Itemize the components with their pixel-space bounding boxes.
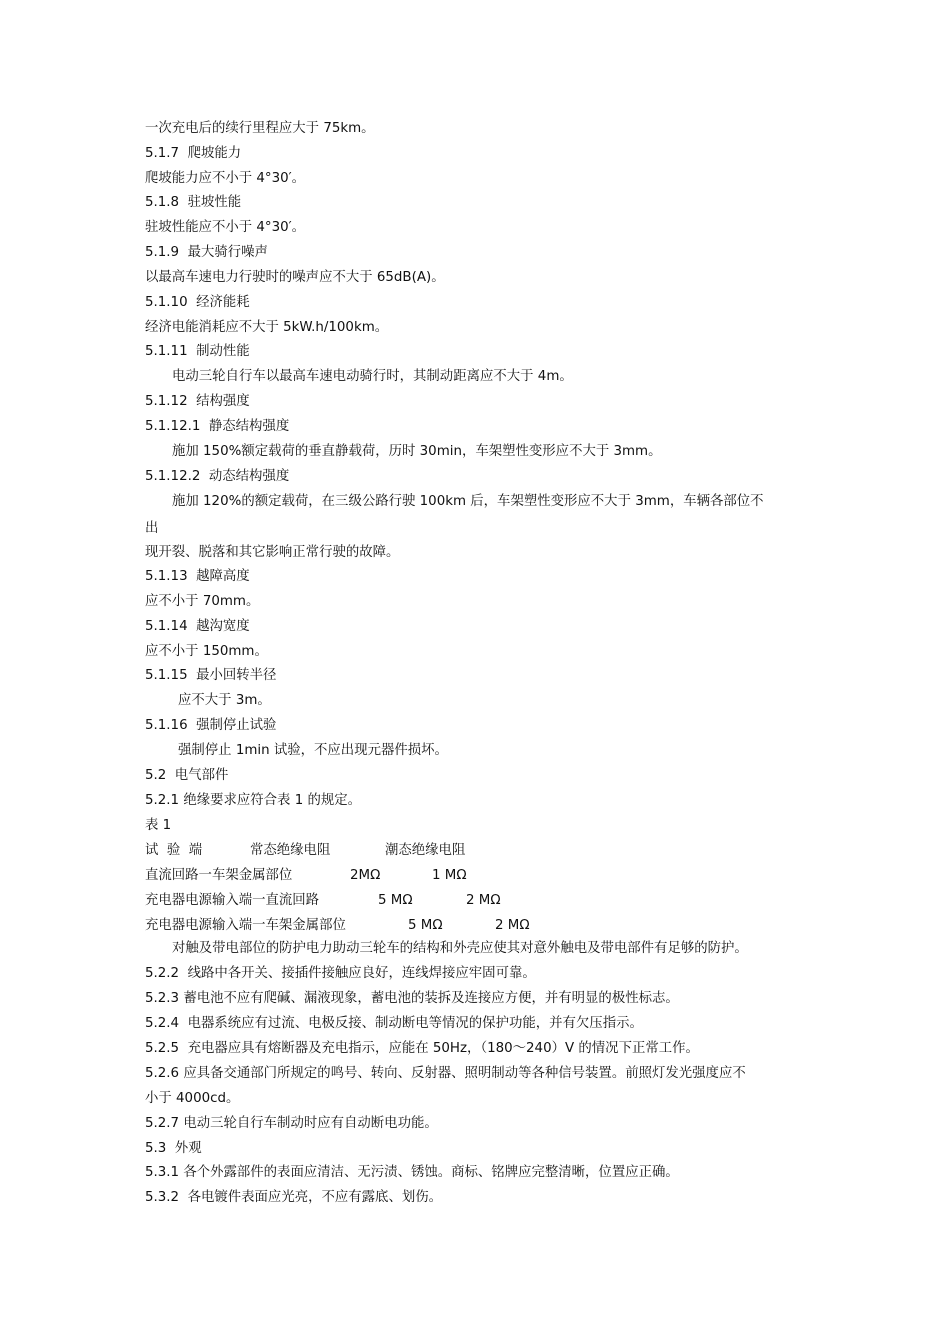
section-heading: 5.1.12 结构强度: [145, 394, 250, 409]
section-heading: 5.1.8 驻坡性能: [145, 195, 242, 210]
section-heading: 5.1.14 越沟宽度: [145, 619, 250, 634]
text-line: 施加 120%的额定载荷，在三级公路行驶 100km 后，车架塑性变形应不大于 3mm，车辆各部位不: [172, 494, 764, 509]
text-line: 5.2.7 电动三轮自行车制动时应有自动断电功能。: [145, 1116, 438, 1131]
text-line: 驻坡性能应不小于 4°30′。: [145, 220, 306, 235]
text-line: 强制停止 1min 试验，不应出现元器件损坏。: [178, 743, 448, 758]
section-heading: 5.1.7 爬坡能力: [145, 146, 242, 161]
text-line: 现开裂、脱落和其它影响正常行驶的故障。: [145, 545, 400, 560]
text-line: 小于 4000cd。: [145, 1091, 240, 1106]
section-heading: 5.1.12.2 动态结构强度: [145, 469, 290, 484]
table-cell: 5 MΩ: [378, 893, 413, 908]
table-cell: 2MΩ: [350, 868, 381, 883]
text-line: 电动三轮自行车以最高车速电动骑行时，其制动距离应不大于 4m。: [172, 369, 573, 384]
table-header-cell: 常态绝缘电阻: [250, 843, 331, 858]
text-line: 5.2.1 绝缘要求应符合表 1 的规定。: [145, 793, 362, 808]
section-heading: 5.2 电气部件: [145, 768, 229, 783]
section-heading: 5.1.15 最小回转半径: [145, 668, 277, 683]
text-line: 5.3.2 各电镀件表面应光亮，不应有露底、划伤。: [145, 1190, 443, 1205]
text-line: 一次充电后的续行里程应大于 75km。: [145, 121, 375, 136]
text-line: 出: [145, 521, 159, 536]
text-line: 5.2.3 蓄电池不应有爬碱、漏液现象，蓄电池的装拆及连接应方便，并有明显的极性标志。: [145, 991, 679, 1006]
table-cell: 5 MΩ: [408, 918, 443, 933]
text-line: 爬坡能力应不小于 4°30′。: [145, 171, 306, 186]
text-line: 应不小于 150mm。: [145, 644, 268, 659]
table-cell: 2 MΩ: [466, 893, 501, 908]
text-line: 5.2.5 充电器应具有熔断器及充电指示，应能在 50Hz，（180～240）V 的情况下正常工作。: [145, 1041, 699, 1056]
table-cell: 充电器电源输入端一直流回路: [145, 893, 320, 908]
text-line: 5.2.6 应具备交通部门所规定的鸣号、转向、反射器、照明制动等各种信号装置。前照灯发光强度应不: [145, 1066, 746, 1081]
table-cell: 充电器电源输入端一车架金属部位: [145, 918, 346, 933]
text-line: 应不小于 70mm。: [145, 594, 260, 609]
section-heading: 5.1.16 强制停止试验: [145, 718, 277, 733]
table-header-cell: 试 验 端: [145, 843, 203, 858]
section-heading: 5.3 外观: [145, 1141, 202, 1156]
section-heading: 5.1.12.1 静态结构强度: [145, 419, 290, 434]
text-line: 经济电能消耗应不大于 5kW.h/100km。: [145, 320, 389, 335]
section-heading: 5.1.11 制动性能: [145, 344, 250, 359]
table-header-cell: 潮态绝缘电阻: [385, 843, 466, 858]
text-line: 5.2.4 电器系统应有过流、电极反接、制动断电等情况的保护功能，并有欠压指示。: [145, 1016, 643, 1031]
table-caption: 表 1: [145, 818, 172, 833]
section-heading: 5.1.9 最大骑行噪声: [145, 245, 268, 260]
text-line: 5.3.1 各个外露部件的表面应清洁、无污渍、锈蚀。商标、铭牌应完整清晰，位置应正确。: [145, 1165, 679, 1180]
text-line: 施加 150%额定载荷的垂直静载荷，历时 30min，车架塑性变形应不大于 3mm。: [172, 444, 662, 459]
text-line: 应不大于 3m。: [178, 693, 271, 708]
text-line: 对触及带电部位的防护电力助动三轮车的结构和外壳应使其对意外触电及带电部件有足够的防护。: [172, 941, 748, 956]
section-heading: 5.1.13 越障高度: [145, 569, 250, 584]
section-heading: 5.1.10 经济能耗: [145, 295, 250, 310]
table-cell: 直流回路一车架金属部位: [145, 868, 293, 883]
table-cell: 1 MΩ: [432, 868, 467, 883]
text-line: 以最高车速电力行驶时的噪声应不大于 65dB(A)。: [145, 270, 445, 285]
text-line: 5.2.2 线路中各开关、接插件接触应良好，连线焊接应牢固可靠。: [145, 966, 536, 981]
table-cell: 2 MΩ: [495, 918, 530, 933]
